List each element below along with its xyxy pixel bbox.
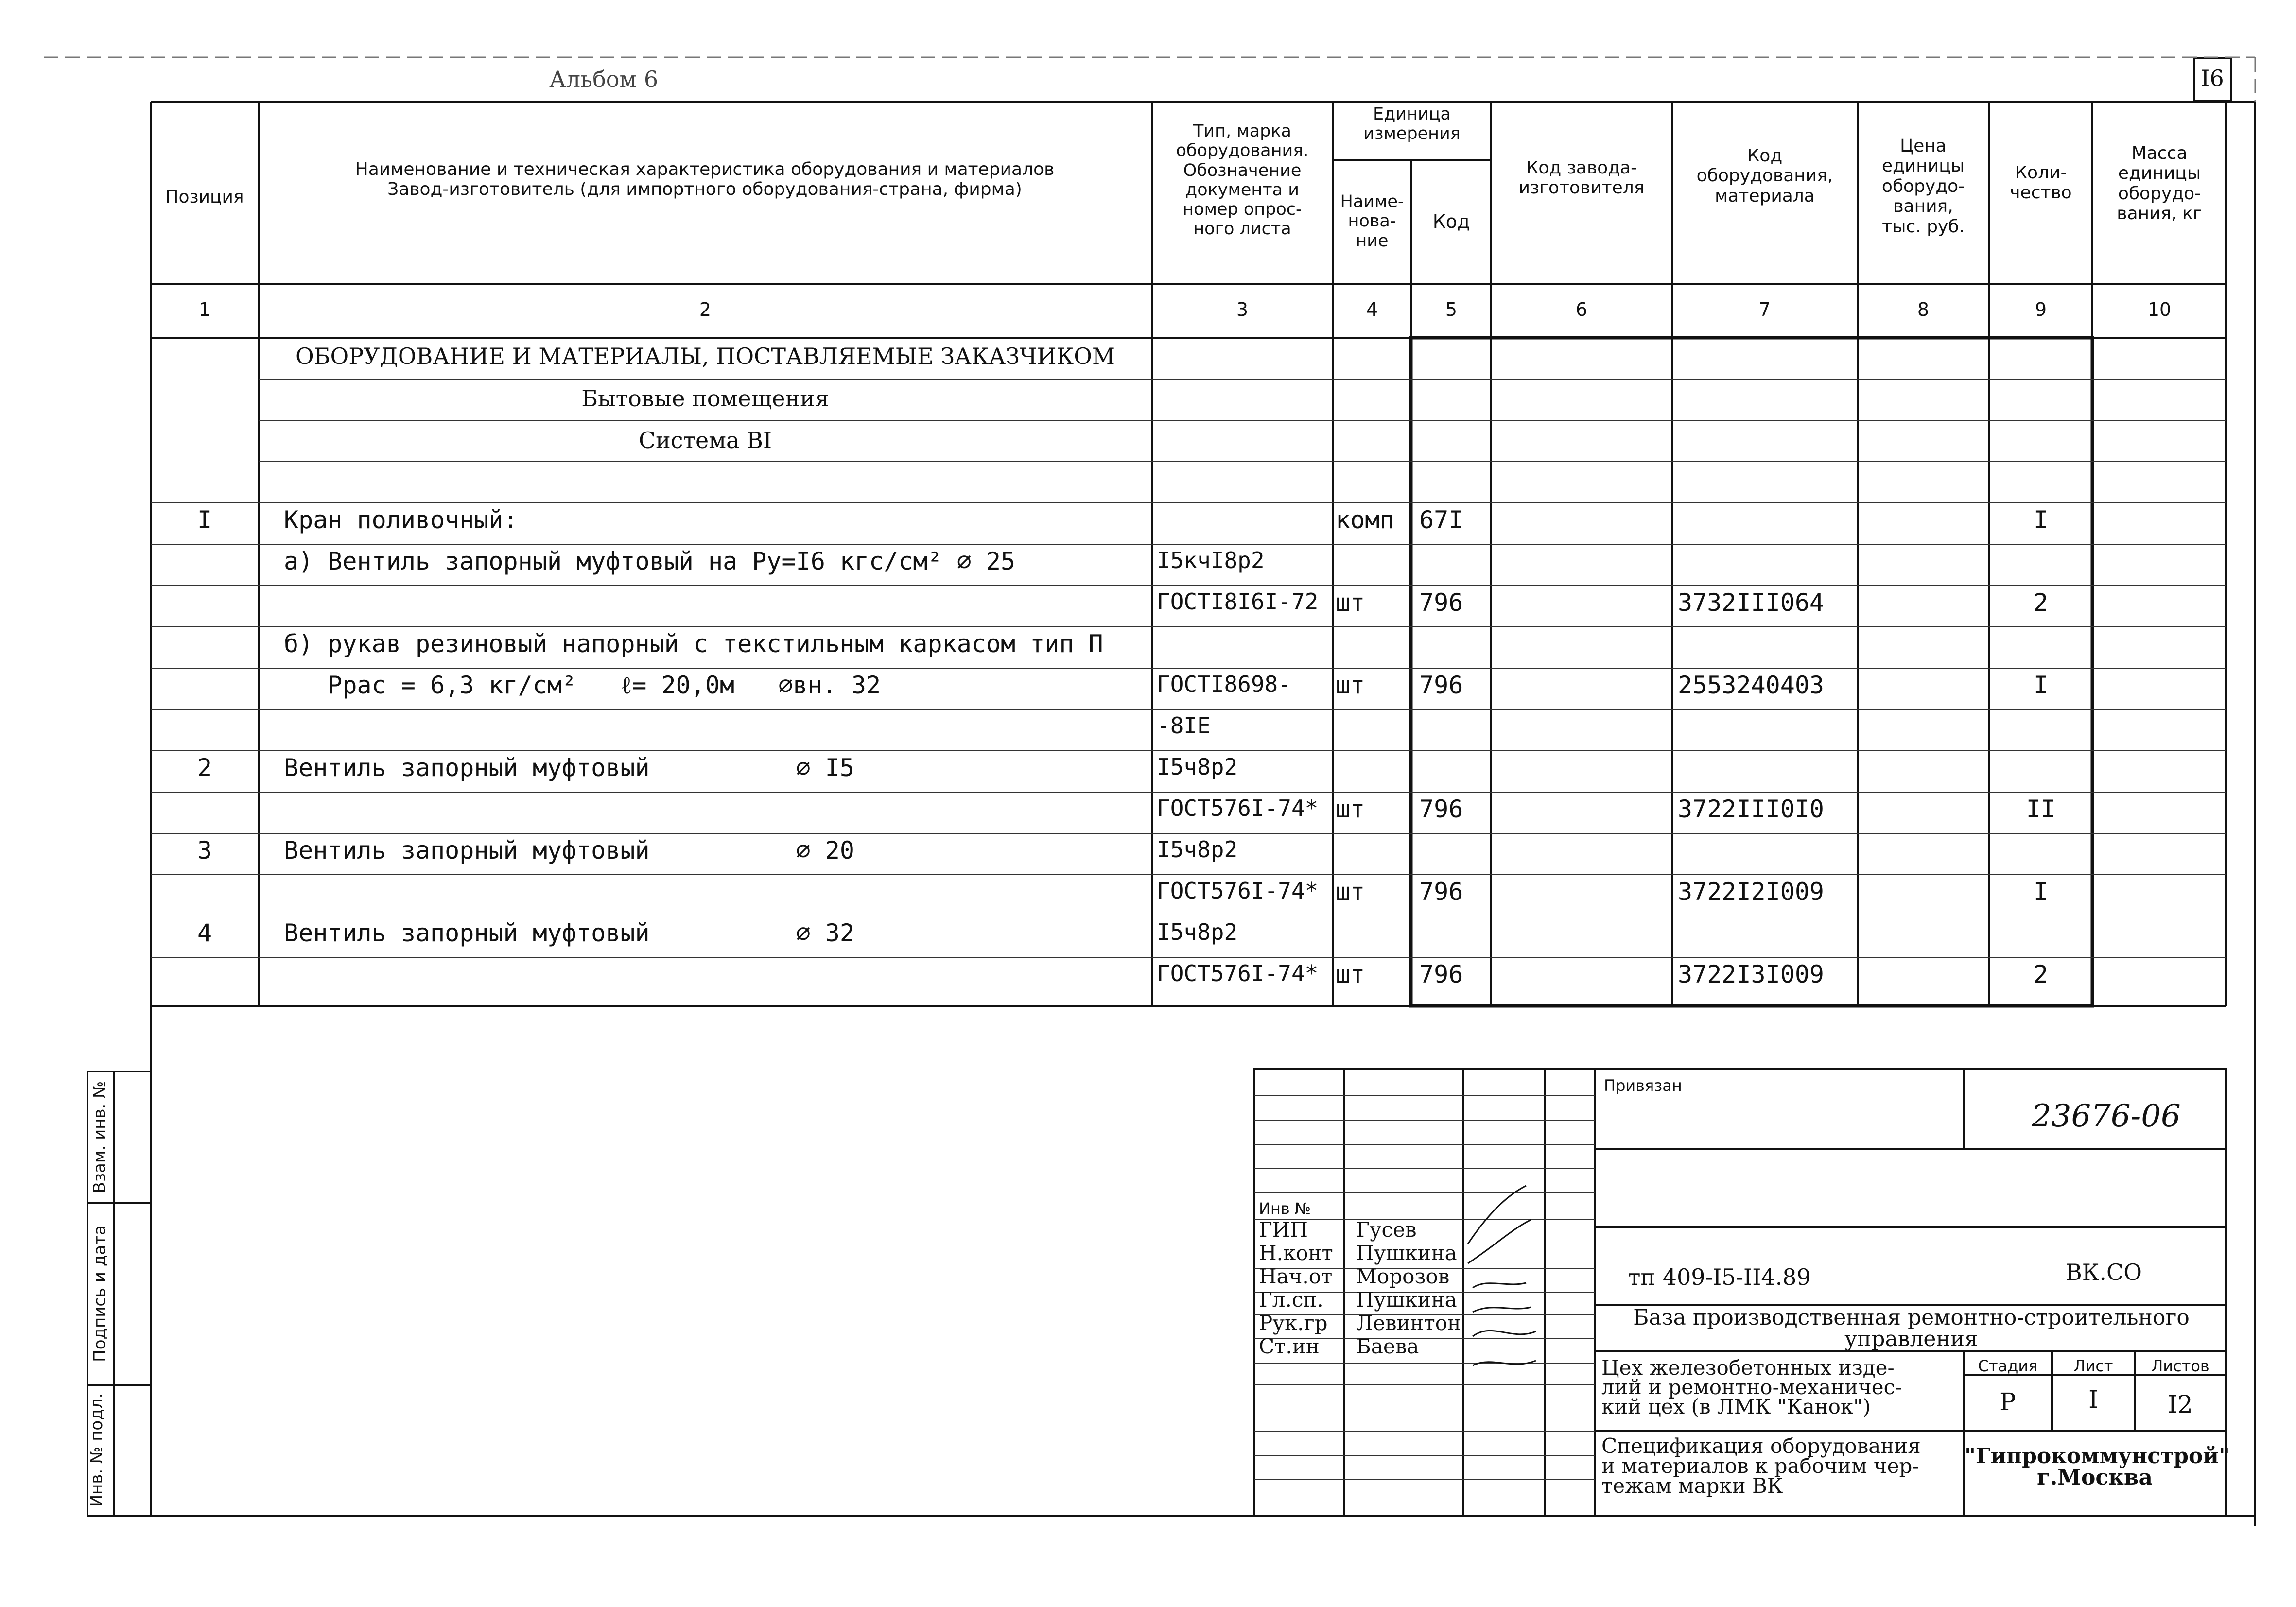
table-cell-qty: I <box>2033 671 2049 699</box>
table-cell-mat: 2553240403 <box>1678 671 1825 699</box>
table-cell-type: I5ч8р2 <box>1157 754 1238 780</box>
table-cell-code: 796 <box>1419 878 1463 906</box>
signer-name: Морозов <box>1356 1264 1450 1288</box>
column-number: 8 <box>1917 299 1930 320</box>
table-cell-type: I5ч8р2 <box>1157 919 1238 945</box>
table-cell-type: ГОСТ576I-74* <box>1157 795 1319 821</box>
header-position: Позиция <box>165 187 244 207</box>
table-cell-name: Вентиль запорный муфтовый ∅ 32 <box>284 919 854 947</box>
table-cell-mat: 3722I3I009 <box>1678 960 1825 988</box>
column-number: 2 <box>699 299 712 320</box>
header-name: Наименование и техническая характеристика оборудования и материалов Завод-изготовитель (для импортного оборудования-страна, фирма) <box>355 159 1055 200</box>
stamp-project-number: 23676-06 <box>2032 1098 2181 1134</box>
table-cell-qty: II <box>2026 795 2056 823</box>
stamp-doc-code: тп 409-I5-II4.89 <box>1628 1264 1811 1290</box>
table-cell-name: Вентиль запорный муфтовый ∅ I5 <box>284 754 854 782</box>
table-cell-code: 67I <box>1419 506 1463 534</box>
section-title: Бытовые помещения <box>581 385 829 412</box>
table-cell-name: Вентиль запорный муфтовый ∅ 20 <box>284 836 854 864</box>
table-cell-unit: шт <box>1336 588 1365 617</box>
stamp-sheets: I2 <box>2168 1390 2193 1418</box>
signer-role: Ст.ин <box>1259 1334 1320 1358</box>
table-cell-code: 796 <box>1419 671 1463 699</box>
stamp-doc-title: Спецификация оборудования и материалов к рабочим чер- тежам марки ВК <box>1601 1434 1921 1498</box>
table-cell-unit: шт <box>1336 960 1365 988</box>
table-cell-name: а) Вентиль запорный муфтовый на Ру=I6 кгс/см² ∅ 25 <box>284 547 1016 575</box>
side-label-podpis: Подпись и дата <box>90 1225 110 1362</box>
signer-name: Баева <box>1356 1334 1419 1358</box>
stamp-organization: "Гипрокоммунстрой" г.Москва <box>1965 1444 2230 1490</box>
table-cell-unit: шт <box>1336 671 1365 699</box>
stamp-inv-no: Инв № <box>1259 1199 1311 1218</box>
page-number: I6 <box>2201 65 2224 91</box>
table-cell-qty: I <box>2033 506 2049 534</box>
signer-name: Гусев <box>1356 1218 1417 1242</box>
column-number: 4 <box>1366 299 1378 320</box>
stamp-sheet: I <box>2088 1385 2098 1414</box>
signer-name: Пушкина <box>1356 1288 1457 1312</box>
table-cell-name: Ррас = 6,3 кг/см² ℓ= 20,0м ∅вн. 32 <box>284 671 881 699</box>
signer-role: Гл.сп. <box>1259 1288 1323 1312</box>
stamp-stage-label: Стадия <box>1978 1357 2038 1375</box>
table-cell-type: ГОСТI8I6I-72 <box>1157 588 1319 615</box>
table-cell-type: I5ч8р2 <box>1157 836 1238 863</box>
column-number: 6 <box>1575 299 1588 320</box>
column-number: 10 <box>2147 299 2172 320</box>
stamp-object: Цех железобетонных изде- лий и ремонтно-механичес- кий цех (в ЛМК "Канок") <box>1601 1356 1902 1418</box>
stamp-sheets-label: Листов <box>2151 1357 2209 1375</box>
header-material-code: Код оборудования, материала <box>1696 146 1833 206</box>
header-mass: Масса единицы оборудо- вания, кг <box>2117 143 2202 224</box>
column-number: 9 <box>2035 299 2047 320</box>
table-cell-name: Кран поливочный: <box>284 506 518 534</box>
table-cell-qty: 2 <box>2033 960 2049 988</box>
signer-role: Нач.от <box>1259 1264 1333 1288</box>
table-cell-unit: шт <box>1336 878 1365 906</box>
table-cell-type: ГОСТ576I-74* <box>1157 878 1319 904</box>
table-cell-name: б) рукав резиновый напорный с текстильным каркасом тип П <box>284 630 1103 658</box>
table-cell-unit: шт <box>1336 795 1365 823</box>
header-factory-code: Код завода- изготовителя <box>1518 158 1645 198</box>
header-unit-name: Наиме- нова- ние <box>1340 192 1404 251</box>
table-cell-qty: 2 <box>2033 588 2049 617</box>
column-number: 1 <box>198 299 211 320</box>
table-cell-mat: 3722I2I009 <box>1678 878 1825 906</box>
table-cell-unit: комп <box>1336 506 1394 534</box>
table-cell-type: ГОСТ576I-74* <box>1157 960 1319 986</box>
signer-role: Рук.гр <box>1259 1311 1328 1335</box>
table-cell-pos: 2 <box>197 754 212 782</box>
table-cell-type: -8IЕ <box>1157 712 1211 739</box>
album-label: Альбом 6 <box>549 66 659 92</box>
side-label-vzam: Взам. инв. № <box>90 1081 109 1193</box>
section-title: Система ВI <box>638 427 772 453</box>
header-type: Тип, марка оборудования. Обозначение документа и номер опрос- ного листа <box>1176 121 1309 239</box>
section-title: ОБОРУДОВАНИЕ И МАТЕРИАЛЫ, ПОСТАВЛЯЕМЫЕ ЗАКАЗЧИКОМ <box>295 343 1115 369</box>
table-cell-pos: 4 <box>197 919 212 947</box>
stamp-mark: ВК.СО <box>2066 1259 2142 1285</box>
signer-name: Пушкина <box>1356 1241 1457 1265</box>
header-unit-group: Единица измерения <box>1363 104 1461 144</box>
table-cell-pos: 3 <box>197 836 212 864</box>
table-cell-type: ГОСТI8698- <box>1157 671 1291 697</box>
stamp-title: База производственная ремонтно-строительного управления <box>1633 1305 2190 1351</box>
table-cell-mat: 3732III064 <box>1678 588 1825 617</box>
column-number: 7 <box>1758 299 1771 320</box>
table-cell-code: 796 <box>1419 795 1463 823</box>
table-cell-code: 796 <box>1419 588 1463 617</box>
header-unit-code: Код <box>1432 211 1470 232</box>
stamp-stage: Р <box>2000 1388 2016 1416</box>
stamp-sheet-label: Лист <box>2073 1357 2113 1375</box>
column-number: 3 <box>1236 299 1249 320</box>
table-cell-pos: I <box>197 506 212 534</box>
signer-role: ГИП <box>1259 1218 1308 1242</box>
column-number: 5 <box>1445 299 1458 320</box>
table-cell-code: 796 <box>1419 960 1463 988</box>
table-cell-type: I5кчI8р2 <box>1157 547 1265 573</box>
header-price: Цена единицы оборудо- вания, тыс. руб. <box>1881 136 1965 237</box>
signer-role: Н.конт <box>1259 1241 1333 1265</box>
stamp-privyazan: Привязан <box>1604 1076 1682 1095</box>
table-cell-qty: I <box>2033 878 2049 906</box>
signer-name: Левинтон <box>1356 1311 1461 1335</box>
header-qty: Коли- чество <box>2010 163 2072 203</box>
side-label-inv-podl: Инв. № подл. <box>87 1393 106 1507</box>
table-cell-mat: 3722III0I0 <box>1678 795 1825 823</box>
